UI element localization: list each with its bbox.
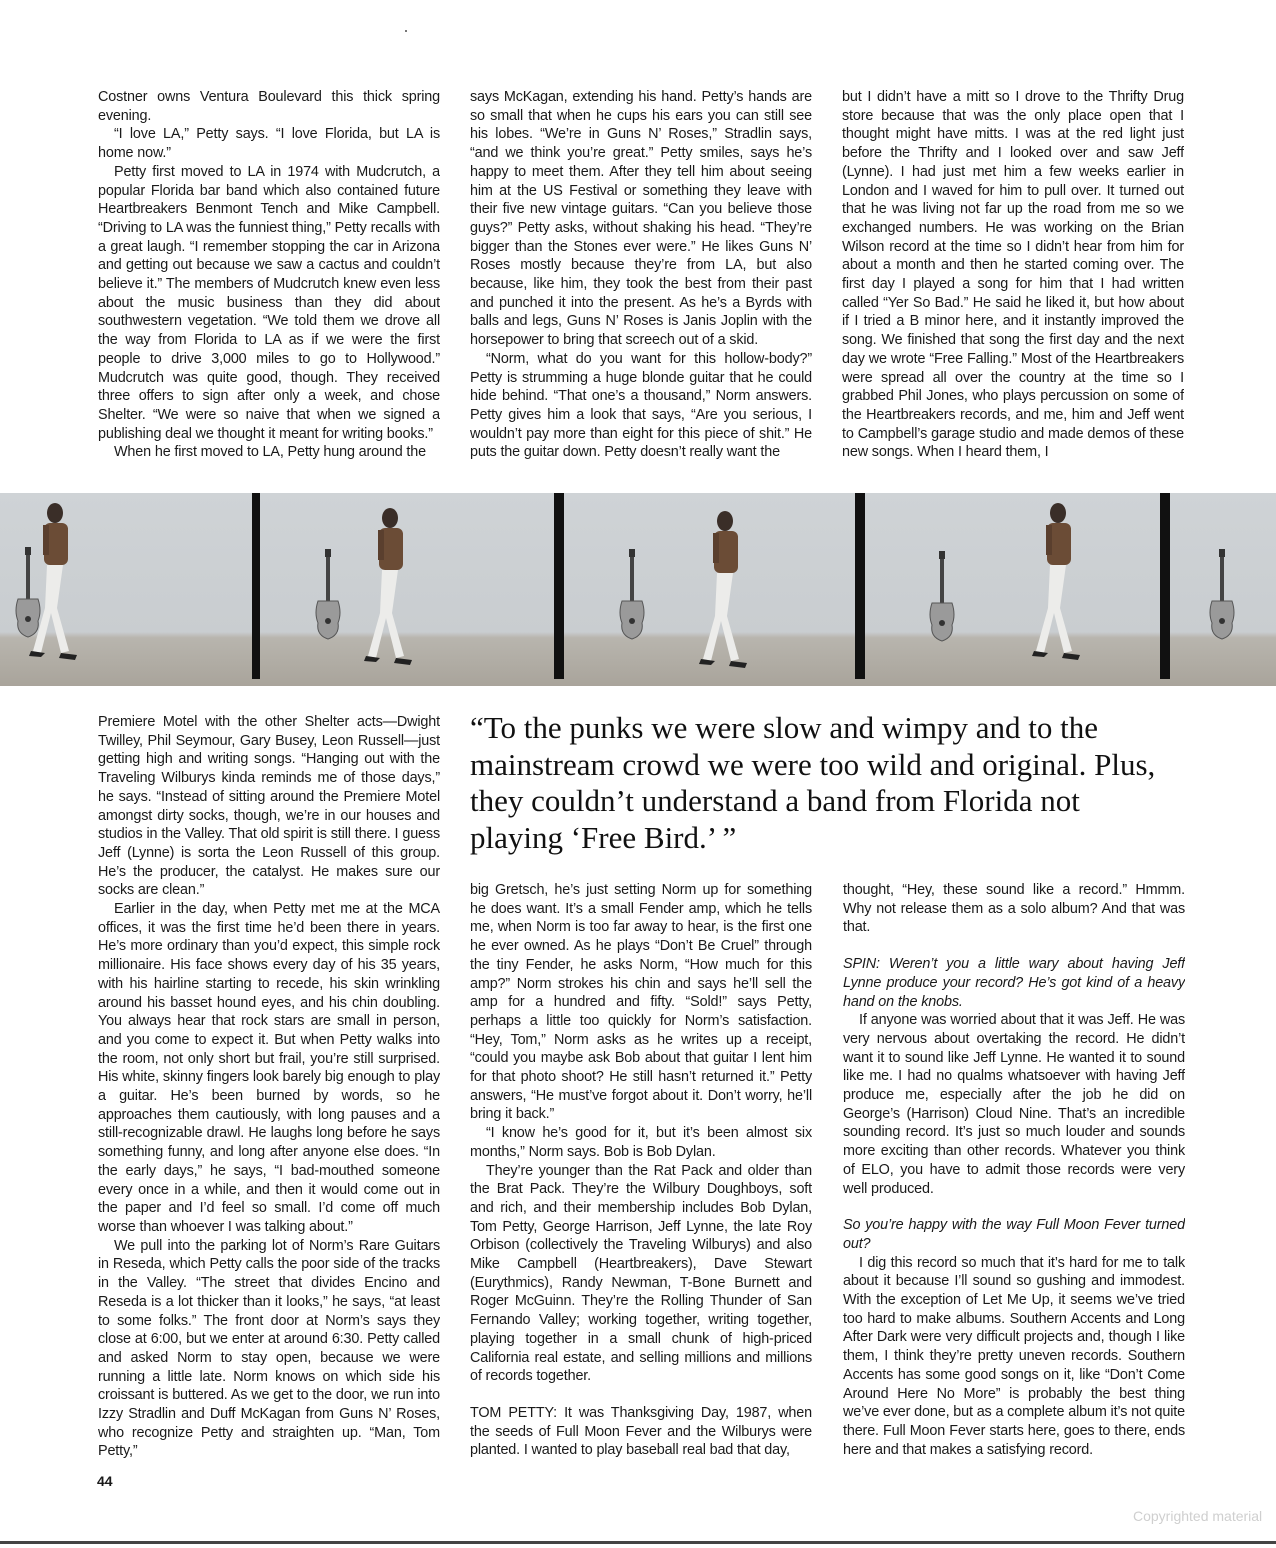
paragraph: If anyone was worried about that it was Jeff. He was very nervous about overtaking the record. He didn’t want it to sound like Jeff Lynne. He wanted it to sound like me. I had no qualms whatsoever with having Jeff produce me, especially after the job he did on George’s (Harrison) Cloud Nine. That’s an incredible sounding record. It’s just so much louder and sounds more exciting than other records. Whatever you think of ELO, you have to admit those records were very well produced. — [843, 1012, 1185, 1197]
paragraph: Premiere Motel with the other Shelter acts—Dwight Twilley, Phil Seymour, Gary Busey, Leon Russell—just getting high and writing songs. “Hanging out with the Traveling Wilburys kinda reminds me of those days,” he says. “Instead of sitting around the Premiere Motel amongst dirty socks, though, we’re in our houses and studios in the Valley. That old spirit is still there. I guess Jeff (Lynne) is sorta the Leon Russell of this group. He’s the producer, the catalyst. He makes sure our socks are clean.” — [98, 714, 440, 899]
film-frame-divider — [554, 493, 564, 679]
paragraph: big Gretsch, he’s just setting Norm up for something he does want. It’s a small Fender amp, which he tells me, when Norm is too far away to hear, is the first one he ever owned. As he plays “Don’t Be Cruel” through the tiny Fender, he asks Norm, “How much for this amp?” Norm strokes his chin and says he’ll sell the amp for a hundred and fifty. “Sold!” says Petty, perhaps a little too quickly for Norm’s satisfaction. “Hey, Tom,” Norm asks as he writes up a receipt, “could you maybe ask Bob about that guitar I lent him for that photo shoot? He still hasn’t returned it.” Petty answers, “He must’ve forgot about it. Don’t worry, he’ll bring it back.” — [470, 882, 812, 1123]
copyright-watermark: Copyrighted material — [1133, 1508, 1263, 1524]
column-bottom-middle — [470, 881, 812, 1461]
paragraph: Earlier in the day, when Petty met me at the MCA offices, it was the first time he’d been there in years. He’s more ordinary than you’d expect, this simple rock millionaire. His face shows every day of his 35 years, with his hairline starting to recede, his skin wrinkling around his basset hound eyes, and his chin doubling. You always hear that rock stars are small in person, and you come to expect it. But when Petty walks into the room, not only short but frail, you’re still surprised. His white, skinny fingers look barely big enough to play a guitar. He’s been burned by words, so he approaches them cautiously, with long pauses and a still-recognizable drawl. He laughs long before he says something funny, and long after anyone else does. “In the early days,” he says, “I bad-mouthed someone every once in a while, and then it would come out in the paper and I’d feel so small. I’d come off much worse than whoever I was talking about.” — [98, 901, 440, 1235]
paragraph: Costner owns Ventura Boulevard this thick spring evening. — [98, 89, 440, 124]
page-number: 44 — [97, 1473, 113, 1489]
paragraph: When he first moved to LA, Petty hung around the — [114, 444, 426, 461]
paragraph: but I didn’t have a mitt so I drove to the Thrifty Drug store because that was the only place open that I thought might have mitts. I was at the red light just before the Thrifty and I looked over and saw Jeff (Lynne). I had just met him a few weeks earlier in London and I waved for him to pull over. It turned out that he was living not far up the road from me so we exchanged numbers. He was working on the Brian Wilson record at the time so I didn’t hear from him for about a month and then he started coming over. The first day I played a song for him that I had written called “Yer So Bad.” He said he liked it, but how about if I tried a B minor here, and it instantly improved the song. We finished that song the first day and the next day we wrote “Free Falling.” Most of the Heartbreakers were spread all over the country at the time so I grabbed Phil Jones, who plays percussion on some of the Heartbreakers records, and me, him and Jeff went to Campbell’s garage studio and made demos of these new songs. When I heard them, I — [842, 89, 1184, 461]
column-top-right — [842, 88, 1184, 466]
paragraph: “Norm, what do you want for this hollow-body?” Petty is strumming a huge blonde guitar that he could hide behind. “That one’s a thousand,” Norm answers. Petty gives him a look that says, “Are you serious, I wouldn’t pay more than eight for this piece of shit.” He puts the guitar down. Petty doesn’t really want the — [470, 350, 812, 461]
paragraph: They’re younger than the Rat Pack and older than the Brat Pack. They’re the Wilbury Doughboys, soft and rich, and their membership includes Bob Dylan, Tom Petty, George Harrison, Jeff Lynne, the late Roy Orbison (collectively the Traveling Wilburys) and also Mike Campbell (Heartbreakers), Dave Stewart (Eurythmics), Randy Newman, T-Bone Burnett and Roger McGuinn. They’re the Rolling Thunder of San Fernando Valley; working together, writing together, playing together in a small chunk of high-priced California real estate, and selling millions and millions of records together. — [470, 1162, 812, 1385]
interview-question: SPIN: Weren’t you a little wary about having Jeff Lynne produce your record? He’s got kind of a heavy hand on the knobs. — [843, 956, 1185, 1010]
paragraph: I dig this record so much that it’s hard for me to talk about it because I’ll sound so gushing and immodest. With the exception of Let Me Up, it seems we’ve tried too hard to make albums. Southern Accents and Long After Dark were very difficult projects and, though I like them, I think they’re pretty uneven records. Southern Accents has some good songs on it, like “Don’t Come Around Here No More” is probably the best thing we’ve ever done, but as a complete album it’s not quite there. Full Moon Fever starts here, goes to there, ends here and that makes a satisfying record. — [843, 1254, 1185, 1458]
column-bottom-right — [843, 881, 1185, 1466]
film-frame-divider — [1160, 493, 1170, 679]
film-frame-divider — [252, 493, 260, 679]
paragraph: “I love LA,” Petty says. “I love Florida, but LA is home now.” — [98, 126, 440, 162]
paragraph: TOM PETTY: It was Thanksgiving Day, 1987, when the seeds of Full Moon Fever and the Wilburys were planted. I wanted to play baseball real bad that day, — [470, 1404, 812, 1459]
paragraph: thought, “Hey, these sound like a record.” Hmmm. Why not release them as a solo album? And that was that. — [843, 882, 1185, 936]
photo-strip — [0, 493, 1276, 686]
paragraph: says McKagan, extending his hand. Petty’s hands are so small that when he cups his ears you can still see his lobes. “We’re in Guns N’ Roses,” Stradlin says, “and we think you’re great.” Petty smiles, says he’s happy to meet them. After they tell him about seeing him at the US Festival or something they leave with their five new vintage guitars. “Can you believe those guys?” Petty asks, without shaking his head. “They’re bigger than the Stones ever were.” He likes Guns N’ Roses mostly because they’re from LA, but also because, like him, they took the best from their past and punched it into the present. As he’s a Byrds with balls and legs, Guns N’ Roses is Janis Joplin with the horsepower to bring that screech out of a skid. — [470, 89, 812, 349]
interview-question: So you’re happy with the way Full Moon Fever turned out? — [843, 1217, 1185, 1252]
paragraph: We pull into the parking lot of Norm’s Rare Guitars in Reseda, which Petty calls the poor side of the tracks in the Valley. “The street that divides Encino and Reseda is a lot thicker than it looks,” he says, “at least to some folks.” The front door at Norm’s says they close at 6:00, but we enter at around 6:30. Petty called and asked Norm to stay open, because we were running a little late. Norm knows on which side his croissant is buttered. As we get to the door, we run into Izzy Stradlin and Duff McKagan from Guns N’ Roses, who recognize Petty and straighten up. “Man, Tom Petty,” — [98, 1237, 440, 1460]
pull-quote: “To the punks we were slow and wimpy and to the mainstream crowd we were too wild and original. Plus, they couldn’t understand a band from Florida not playing ‘Free Bird.’ ” — [470, 710, 1156, 855]
photo-sequence-image — [0, 493, 1276, 686]
scan-speck — [405, 30, 407, 32]
film-frame-divider — [855, 493, 865, 679]
column-bottom-left — [98, 713, 440, 1469]
paragraph: Petty first moved to LA in 1974 with Mudcrutch, a popular Florida bar band which also contained future Heartbreakers Benmont Tench and Mike Campbell. “Driving to LA was the funniest thing,” Petty recalls with a great laugh. “I remember stopping the car in Arizona and getting out because we saw a cactus and couldn’t believe it.” The members of Mudcrutch knew even less about the music business than they did about southwestern vegetation. “We told them we drove all the way from Florida to LA as if we were the first people to drive 3,000 miles to go to Hollywood.” Mudcrutch was quite good, though. They received three offers to sign after only a week, and chose Shelter. “We were so naive that when we signed a publishing deal we thought it meant for writing books.” — [98, 163, 440, 442]
column-top-middle — [470, 88, 812, 466]
footer-rule — [0, 1541, 1276, 1544]
column-top-left — [98, 88, 440, 466]
paragraph: “I know he’s good for it, but it’s been almost six months,” Norm says. Bob is Bob Dylan. — [470, 1125, 812, 1160]
